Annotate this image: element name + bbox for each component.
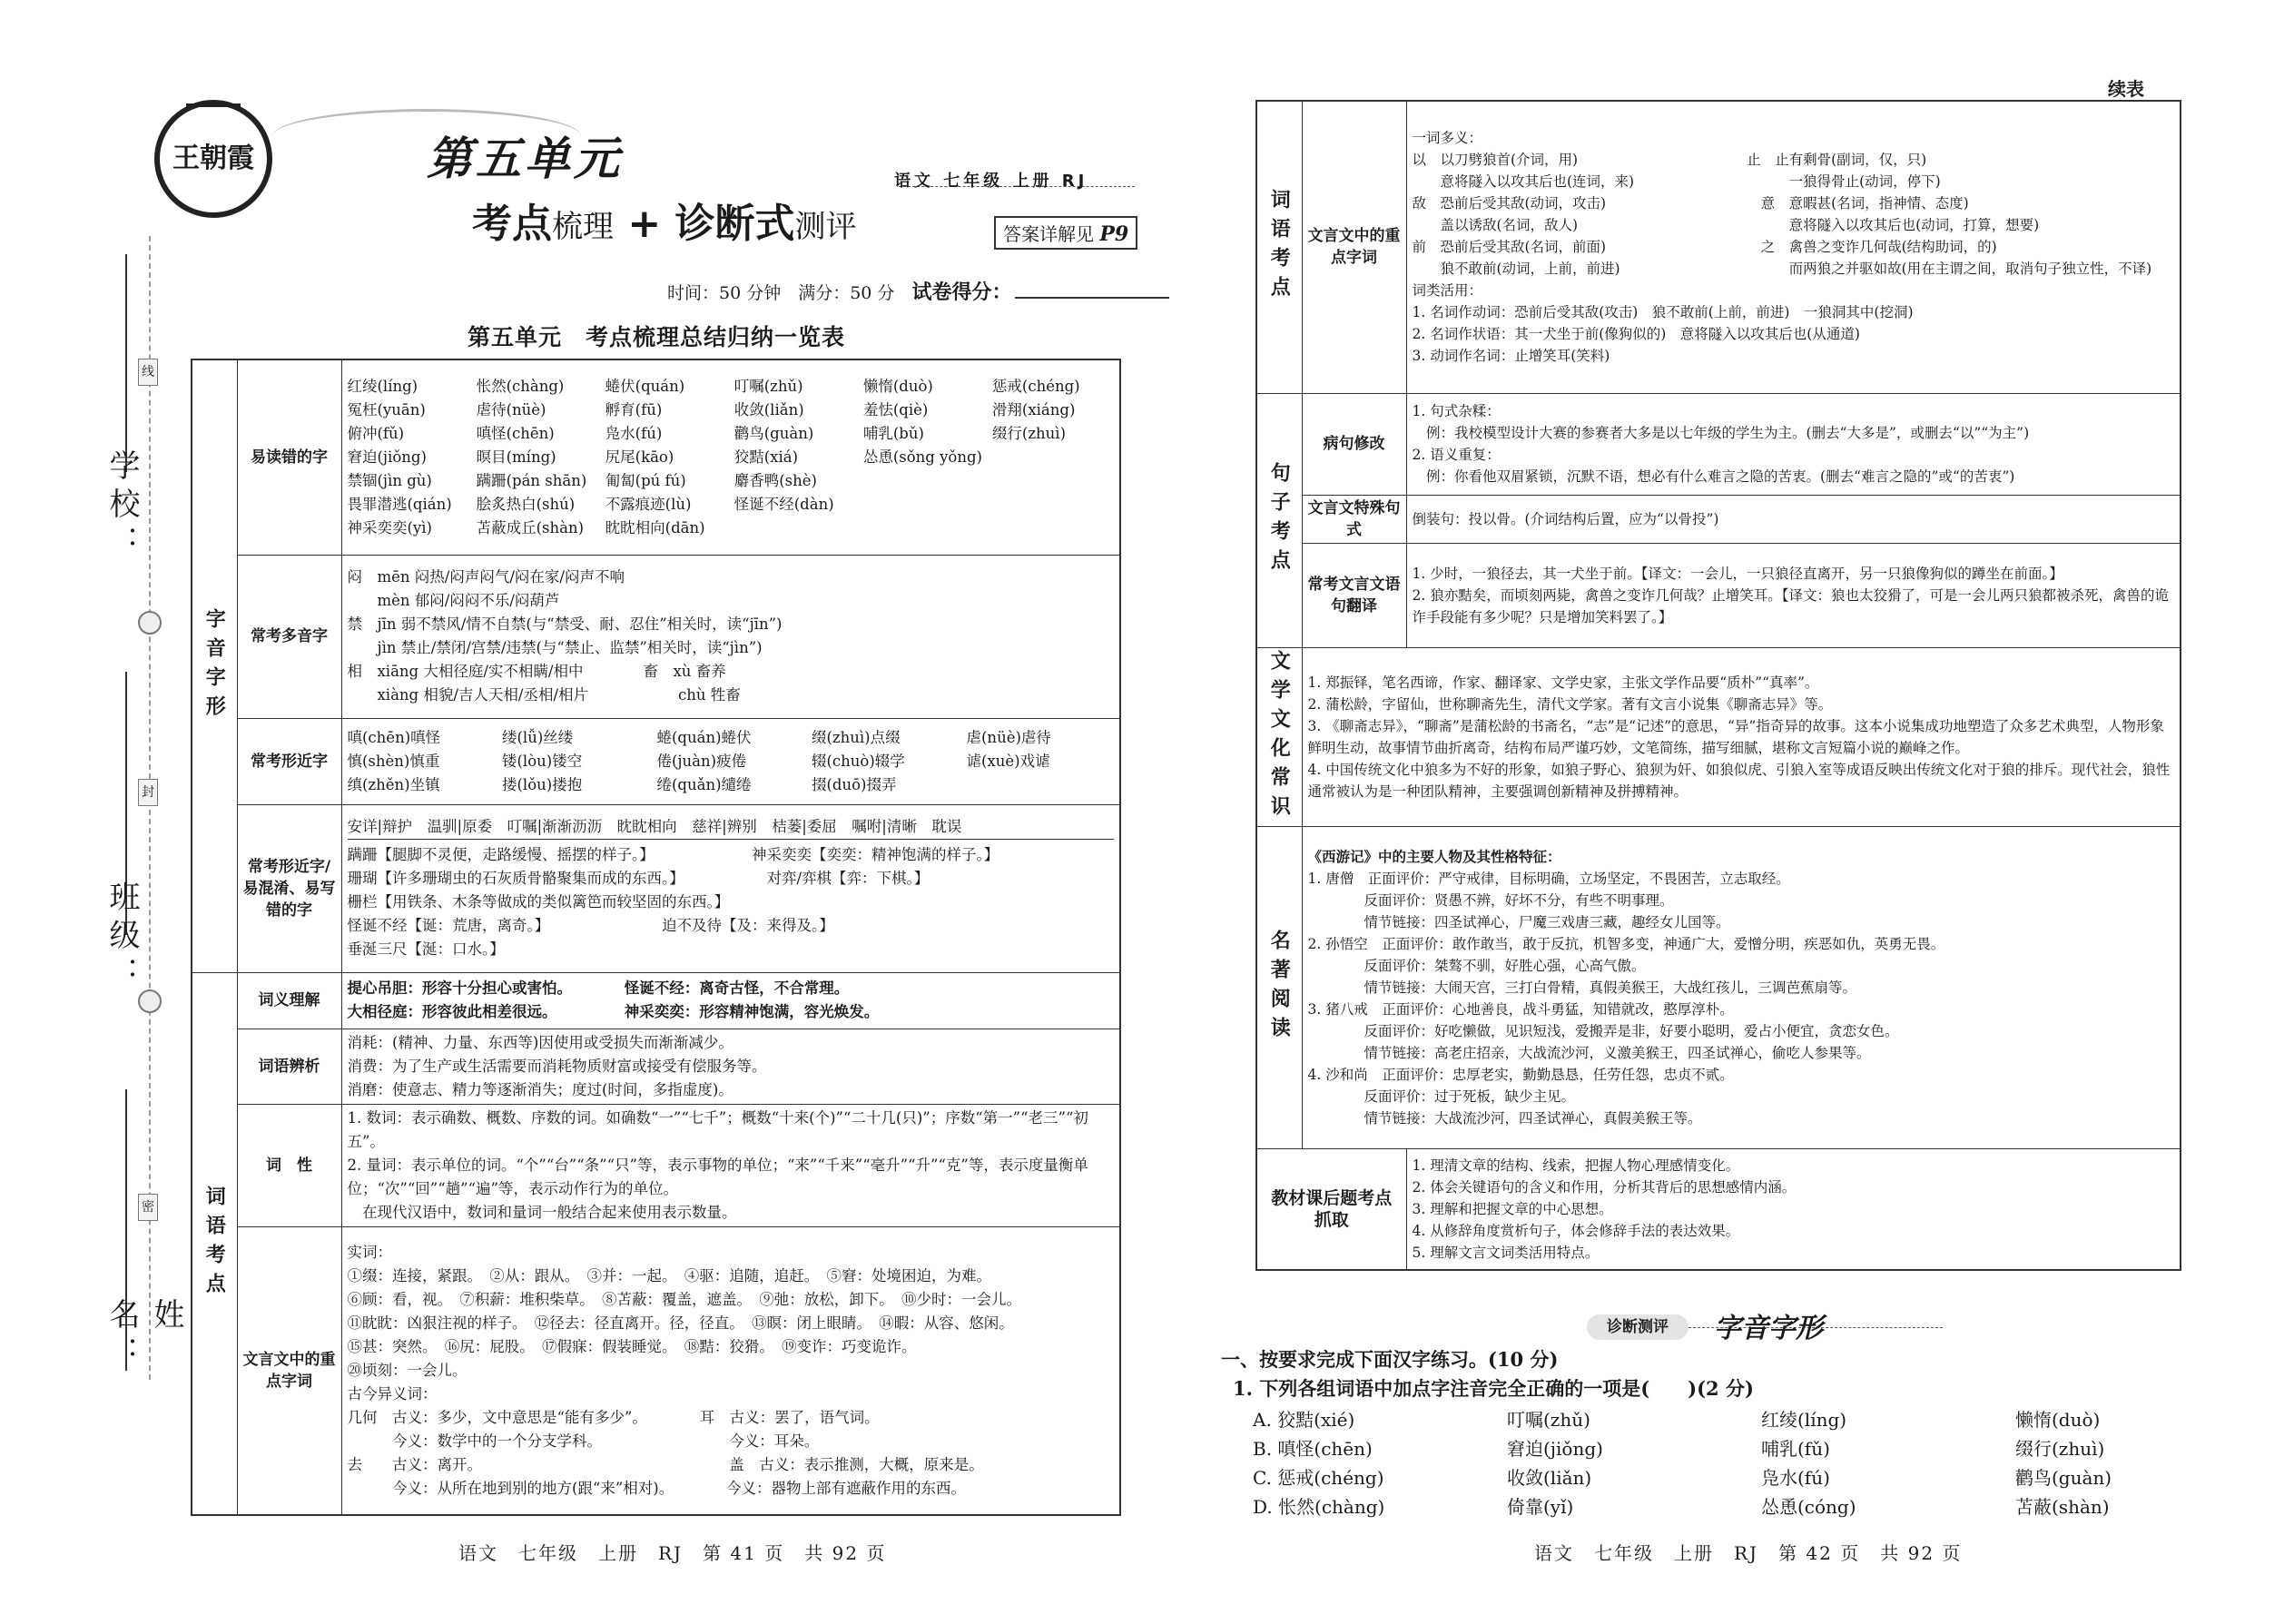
text-line: 意将隧入以攻其后也(连词，来) 一狼得骨止(动词，停下) <box>1412 173 1941 191</box>
text-line: 消耗：(精神、力量、东西等)因使用或受损失而渐渐减少。 <box>347 1033 733 1051</box>
grid-item: 匍匐(pú fú) <box>605 471 686 489</box>
grid-item: 虐待(nüè) <box>476 400 546 418</box>
grid-item <box>992 469 1114 493</box>
text-line: 实词： <box>347 1243 392 1261</box>
grid-item: 嗔怪(chēn) <box>476 424 555 442</box>
diag-badge: 诊断测评 <box>1587 1314 1689 1340</box>
character-list <box>1308 868 2175 1129</box>
text-line: 1. 数词：表示确数、概数、序数的词。如确数“一”“七千”；概数“十来(个)”“二十几(只)”；序数“第一”“老三”“初五”。 <box>347 1108 1088 1150</box>
row-content <box>1406 101 2181 393</box>
text-line: mèn 郁闷/闷闷不乐/闷葫芦 <box>347 592 560 609</box>
text-line: 古今异义词： <box>347 1384 438 1403</box>
option-word: 红绫(líng) <box>1761 1409 1847 1431</box>
text-line: 情节链接：大闹天宫，三打白骨精，真假美猴王，大战红孩儿，三调芭蕉扇等。 <box>1307 979 1857 996</box>
grid-item: 嗔(chēn)嗔怪 <box>347 728 441 746</box>
row-label: 文言文中的重点字词 <box>237 1226 341 1515</box>
grid-item: 冤枉(yuān) <box>347 400 426 418</box>
text-line: ⑥顾：看，视。 ⑦积薪：堆积柴草。 ⑧苫蔽：覆盖，遮盖。 ⑨弛：放松，卸下。 ⑩少时：一会儿。 <box>347 1290 1021 1308</box>
row-label: 常考形近字 <box>237 718 341 804</box>
grid-item: 蜷伏(quán) <box>605 377 685 395</box>
text-line: 2. 体会关键语句的含义和作用，分析其背后的思想感情内涵。 <box>1412 1178 1797 1196</box>
text-line: 大相径庭：形容彼此相差很远。 神采奕奕：形容精神饱满，容光焕发。 <box>347 1003 880 1020</box>
grid-item: 辍(chuò)辍学 <box>812 752 905 770</box>
text-line: ⑮甚：突然。 ⑯尻：屁股。 ⑰假寐：假装睡觉。 ⑱黠：狡猾。 ⑲变诈：巧变诡诈。 <box>347 1337 917 1355</box>
text-line: 闷 mēn 闷热/闷声闷气/闷在家/闷声不响 <box>347 568 625 586</box>
text-line: 反面评价：好吃懒做，见识短浅，爱搬弄是非，好要小聪明，爱占小便宜，贪恋女色。 <box>1307 1022 1899 1039</box>
grid-item: 镂(lòu)镂空 <box>502 752 583 770</box>
grid-item: 慎(shèn)慎重 <box>347 752 440 770</box>
grid-item: 麝香鸭(shè) <box>733 471 817 489</box>
option-row[interactable] <box>1253 1492 2124 1521</box>
grid-item: 神采奕奕(yì) <box>347 518 432 536</box>
class-label: 班级： <box>103 881 140 995</box>
text-line: 垂涎三尺【涎：口水。】 <box>347 940 505 958</box>
literature-list <box>1308 672 2175 802</box>
text-line: 去 古义：离开。 盖 古义：表示推测，大概，原来是。 <box>347 1455 984 1473</box>
grid-item: 禁锢(jìn gù) <box>347 471 432 489</box>
table-title: 第五单元 考点梳理总结归纳一览表 <box>468 324 846 350</box>
text-line: 4. 从修辞角度赏析句子，体会修辞手法的表达效果。 <box>1412 1222 1740 1239</box>
row-content <box>341 1029 1120 1104</box>
text-line: 以 以刀劈狼首(介词，用) 止 止有剩骨(副词，仅，只) <box>1412 152 1927 169</box>
grid-item: 缕(lǚ)丝缕 <box>502 728 574 746</box>
grid-item: 搂(lǒu)搂抱 <box>502 775 583 793</box>
classical-word-list <box>348 1241 1115 1501</box>
text-line: 3. 动词作名词：止增笑耳(笑料) <box>1412 348 1610 365</box>
option-word: 懒惰(duò) <box>2015 1409 2101 1431</box>
text-line: ⑪眈眈：凶狠注视的样子。 ⑫径去：径直离开。径，径直。 ⑬瞑：闭上眼睛。 ⑭暇：从容、悠闲。 <box>347 1314 1014 1332</box>
option-word: 凫水(fú) <box>1761 1467 1830 1489</box>
binding-line <box>125 254 127 472</box>
text-line: 1. 句式杂糅： <box>1412 403 1501 419</box>
option-word: 苫蔽(shàn) <box>2015 1496 2110 1518</box>
grid-item: 谑(xuè)戏谑 <box>966 752 1050 770</box>
row-content <box>341 804 1120 972</box>
grid-item: 苫蔽成丘(shàn) <box>476 518 585 536</box>
grid-item <box>992 517 1114 540</box>
option-row[interactable] <box>1253 1405 2124 1434</box>
text-line: 4. 中国传统文化中狼多为不好的形象，如狼子野心、狼狈为奸、如狼似虎、引狼入室等成语反映出传统文化对于狼的排斥。现代社会，狼性通常被认为是一种团队精神，主要强调创新精神及拼搏精神。 <box>1307 761 2171 800</box>
text-line: xiàng 相貌/吉人天相/丞相/相片 chù 牲畜 <box>347 686 741 704</box>
row-label: 教材课后题考点抓取 <box>1256 1148 1406 1270</box>
text-line: 3. 猪八戒 正面评价：心地善良，战斗勇猛，知错就改，憨厚淳朴。 <box>1307 1000 1734 1018</box>
confusable-words: 安详|辩护 温驯|原委 叮嘱|渐渐沥沥 眈眈相向 慈祥|辨别 桔蒌|委屈 嘱咐|清晰 耽误 <box>348 815 1115 840</box>
distinction-list <box>348 1031 1115 1102</box>
row-label: 常考形近字/易混淆、易写错的字 <box>237 804 341 972</box>
text-line: 2. 孙悟空 正面评价：敢作敢当，敢于反抗，机智多变，神通广大，爱憎分明，疾恶如仇，英勇无畏。 <box>1307 935 1945 952</box>
row-label: 易读错的字 <box>237 359 341 555</box>
text-line: 情节链接：四圣试禅心，尸魔三戏唐三藏，趣经女儿国等。 <box>1307 913 1730 930</box>
row-content <box>341 972 1120 1029</box>
row-content <box>341 359 1120 555</box>
grid-item <box>992 446 1114 469</box>
row-label: 词 性 <box>237 1104 341 1226</box>
binding-hole <box>138 611 162 635</box>
category-cell: 文学文化常识 <box>1256 647 1302 826</box>
row-content <box>341 555 1120 718</box>
option-word: D. 怅然(chàng) <box>1253 1496 1385 1518</box>
text-line: 例：你看他双眉紧锁，沉默不语，想必有什么难言之隐的苦衷。(删去“难言之隐的”或“的苦衷”) <box>1412 468 2015 485</box>
grid-item: 掇(duō)掇弄 <box>812 775 897 793</box>
row-label: 词语辨析 <box>237 1029 341 1104</box>
row-label: 常考文言文语句翻译 <box>1302 543 1406 647</box>
grid-item: 怂恿(sǒng yǒng) <box>862 448 982 466</box>
page-footer-right: 语文 七年级 上册 RJ 第 42 页 共 92 页 <box>1534 1542 1963 1564</box>
continued-label: 续表 <box>2108 78 2144 100</box>
grid-item: 缜(zhěn)坐镇 <box>347 775 440 793</box>
text-line: 狼不敢前(动词，上前，前进) 而两狼之并驱如故(用在主谓之间，取消句子独立性，不译) <box>1412 261 2152 278</box>
score-blank[interactable] <box>1015 297 1169 299</box>
row-content <box>341 1104 1120 1226</box>
text-line: 盖以诱敌(名词，敌人) 意将隧入以攻其后也(动词，打算，想要) <box>1412 217 2040 234</box>
classic-title: 《西游记》中的主要人物及其性格特征： <box>1307 847 1561 865</box>
text-line: 情节链接：大战流沙河，四圣试禅心，真假美猴王等。 <box>1307 1109 1702 1127</box>
grid-item: 虐(nüè)虐待 <box>966 728 1051 746</box>
category-cell: 词语考点 <box>192 972 237 1515</box>
grid-item: 叮嘱(zhǔ) <box>733 377 803 395</box>
text-line: 反面评价：贤愚不辨，好坏不分，有些不明事理。 <box>1307 891 1674 909</box>
grid-item <box>992 493 1114 517</box>
grid-item: 滑翔(xiáng) <box>991 400 1076 418</box>
grid-item: 鹳鸟(guàn) <box>733 424 814 442</box>
answer-ref: 答案详解见 P9 <box>994 216 1137 250</box>
row-label: 常考多音字 <box>237 555 341 718</box>
unit-title: 第五单元 <box>427 133 623 185</box>
subject-meta: 语文 七年级 上册 RJ <box>894 172 1088 191</box>
text-line: 2. 狼亦黠矣，而顷刻两毙，禽兽之变诈几何哉？止增笑耳。【译文：狼也太狡猾了，可是一会儿两只狼都被杀死，禽兽的诡诈手段能有多少呢？只是增加笑料罢了。】 <box>1412 586 2169 625</box>
text-line: 消费：为了生产或生活需要而消耗物质财富或接受有偿服务等。 <box>347 1057 767 1075</box>
category-cell: 词语考点 <box>1256 101 1302 393</box>
text-line: 2. 蒲松龄，字留仙，世称聊斋先生，清代文学家。著有文言小说集《聊斋志异》等。 <box>1307 695 1833 713</box>
row-content: 倒装句：投以骨。(介词结构后置，应为“以骨投”) <box>1406 495 2181 543</box>
grid-item: 羞怯(qiè) <box>862 400 929 418</box>
confusable-notes <box>348 843 1115 961</box>
row-content <box>1406 543 2181 647</box>
category-cell: 名著阅读 <box>1256 826 1302 1148</box>
grid-item: 红绫(líng) <box>347 377 418 395</box>
text-line: 一词多义： <box>1412 130 1483 147</box>
name-label: 姓名： <box>103 1298 184 1374</box>
grid-item: 蜷(quán)蜷伏 <box>656 728 752 746</box>
grid-item: 窘迫(jiǒng) <box>347 448 427 466</box>
grid-item <box>734 517 856 540</box>
text-line: 1. 理清文章的结构、线索，把握人物心理感情变化。 <box>1412 1156 1740 1174</box>
grid-item: 蹒跚(pán shān) <box>476 471 587 489</box>
grid-item: 凫水(fú) <box>605 424 663 442</box>
row-content <box>1406 393 2181 495</box>
text-line: 1. 名词作动词：恐前后受其敌(攻击) 狼不敢前(上前，前进) 一狼洞其中(挖洞) <box>1412 304 1914 321</box>
answer-options <box>1253 1405 2124 1521</box>
sentence-fix-list <box>1413 400 2175 487</box>
time-score-line: 时间：50 分钟 满分：50 分 试卷得分： <box>667 277 1169 305</box>
grid-item: 哺乳(bǔ) <box>862 424 924 442</box>
text-line: 栅栏【用铁条、木条等做成的类似篱笆而较坚固的东西。】 <box>347 893 730 910</box>
grid-item: 暝目(míng) <box>476 448 556 466</box>
text-line: 2. 量词：表示单位的词。“个”“台”“条”“只”等，表示事物的单位；“来”“千来”“毫升”“升”“克”等，表示度量衡单位；“次”“回”“趟”“遍”等，表示动作行为的单位。 <box>347 1156 1088 1197</box>
text-line: 2. 名词作状语：其一犬坐于前(像狗似的) 意将隧入以攻其后也(从通道) <box>1412 326 1860 343</box>
text-line: 消磨：使意志、精力等逐渐消失；度过(时间，多指虚度)。 <box>347 1080 733 1098</box>
row-content <box>341 718 1120 804</box>
similar-char-grid <box>348 726 1115 797</box>
brand-logo: 王朝霞 <box>154 100 272 218</box>
text-line: 相 xiāng 大相径庭/实不相瞒/相中 畜 xù 畜养 <box>347 663 726 680</box>
grid-item: 眈眈相向(dān) <box>605 518 705 536</box>
option-word: 鹳鸟(guàn) <box>2015 1467 2112 1489</box>
text-line: 3. 《聊斋志异》，“聊斋”是蒲松龄的书斋名，“志”是“记述”的意思，“异”指奇异的故事。这本小说集成功地塑造了众多艺术典型，人物形象鲜明生动，故事情节曲折离奇，结构布局严谨巧妙，文笔简练，描写细腻，堪称文言短篇小说的巅峰之作。 <box>1307 717 2164 756</box>
page-footer-left: 语文 七年级 上册 RJ 第 41 页 共 92 页 <box>458 1542 887 1564</box>
row-content <box>1302 826 2181 1148</box>
text-line: jìn 禁止/禁闭/宫禁/违禁(与“禁止、监禁”相关时，读“jìn”) <box>347 639 763 656</box>
textbook-points-list <box>1413 1155 2175 1264</box>
grid-item <box>863 517 985 540</box>
text-line: 1. 郑振铎，笔名西谛，作家、翻译家、文学史家，主张文学作品要“质朴”“真率”。 <box>1307 674 1819 691</box>
binding-tag: 封 <box>138 779 158 806</box>
text-line: 今义：从所在地到别的地方(跟“来”相对)。 今义：器物上部有遮蔽作用的东西。 <box>347 1479 966 1497</box>
option-word: 缀行(zhuì) <box>2015 1438 2105 1460</box>
text-line: 1. 唐僧 正面评价：严守戒律，目标明确，立场坚定，不畏困苦，立志取经。 <box>1307 870 1790 887</box>
row-content <box>1406 1148 2181 1270</box>
diag-title: 字音字形 <box>1714 1313 1823 1344</box>
grid-item: 俯冲(fǔ) <box>347 424 405 442</box>
grid-item <box>863 469 985 493</box>
option-word: 收敛(liǎn) <box>1507 1467 1592 1489</box>
question-section: 一、按要求完成下面汉字练习。(10 分) <box>1221 1348 1559 1371</box>
row-label: 病句修改 <box>1302 393 1406 495</box>
grid-item: 孵育(fū) <box>605 400 663 418</box>
row-label: 文言文特殊句式 <box>1302 495 1406 543</box>
text-line: 怪诞不经【诞：荒唐，离奇。】 迫不及待【及：来得及。】 <box>347 917 834 934</box>
binding-tag: 密 <box>138 1194 158 1221</box>
option-word: A. 狡黠(xié) <box>1253 1409 1355 1431</box>
option-row[interactable] <box>1253 1463 2124 1492</box>
grid-item: 收敛(liǎn) <box>733 400 804 418</box>
grid-item: 脍炙热白(shú) <box>476 495 576 513</box>
row-content <box>341 1226 1120 1515</box>
text-line: 5. 理解文言文词类活用特点。 <box>1412 1244 1600 1261</box>
text-line: 禁 jīn 弱不禁风/情不自禁(与“禁受、耐、忍住”相关时，读“jīn”) <box>347 615 783 633</box>
grid-item: 缀行(zhuì) <box>991 424 1067 442</box>
polyphone-list <box>348 566 1115 707</box>
text-line: 几何 古义：多少，文中意思是“能有多少”。 耳 古义：罢了，语气词。 <box>347 1408 880 1426</box>
grid-item: 畏罪潜逃(qián) <box>347 495 452 513</box>
school-label: 学校： <box>103 449 140 564</box>
left-summary-table <box>191 359 1121 1516</box>
text-line: 例：我校模型设计大赛的参赛者大多是以七年级的学生为主。(删去“大多是”，或删去“以”“为主”) <box>1412 425 2030 441</box>
category-cell: 句子考点 <box>1256 393 1302 647</box>
diag-header <box>1587 1311 1859 1343</box>
text-line: 提心吊胆：形容十分担心或害怕。 怪诞不经：离奇古怪，不合常理。 <box>347 979 850 997</box>
part-of-speech-list <box>348 1107 1115 1225</box>
row-label: 文言文中的重点字词 <box>1302 101 1406 393</box>
grid-item: 狡黠(xiá) <box>733 448 799 466</box>
binding-hole <box>138 989 162 1013</box>
row-label: 词义理解 <box>237 972 341 1029</box>
binding-strip <box>36 236 182 1380</box>
text-line: 前 恐前后受其敌(名词，前面) 之 禽兽之变诈几何哉(结构助词，的) <box>1412 239 1997 256</box>
text-line: ①缀：连接，紧跟。 ②从：跟从。 ③并：一起。 ④驱：追随，追赶。 ⑤窘：处境困迫，为难。 <box>347 1266 991 1284</box>
grid-item <box>967 773 1115 797</box>
text-line: 3. 理解和把握文章的中心思想。 <box>1412 1200 1613 1217</box>
polysemy-list <box>1413 127 2175 367</box>
text-line: 反面评价：过于死板，缺少主见。 <box>1307 1088 1576 1105</box>
binding-tag: 线 <box>138 359 158 386</box>
option-word: 哺乳(fǔ) <box>1761 1438 1830 1460</box>
option-word: 怂恿(cóng) <box>1761 1496 1856 1518</box>
option-word: 窘迫(jiǒng) <box>1507 1438 1603 1460</box>
option-word: C. 惩戒(chéng) <box>1253 1467 1384 1489</box>
text-line: 2. 语义重复： <box>1412 447 1501 463</box>
grid-item: 缀(zhuì)点缀 <box>812 728 901 746</box>
right-summary-table <box>1255 100 2181 1271</box>
text-line: 反面评价：桀骜不驯，好胜心强，心高气傲。 <box>1307 957 1646 974</box>
text-line: 敌 恐前后受其敌(动词，攻击) 意 意暇甚(名词，指神情、态度) <box>1412 195 1969 212</box>
text-line: 珊瑚【许多珊瑚虫的石灰质骨骼聚集而成的东西。】 对弈/弈棋【弈：下棋。】 <box>347 870 930 887</box>
option-word: 叮嘱(zhǔ) <box>1507 1409 1590 1431</box>
option-word: B. 嗔怪(chēn) <box>1253 1438 1373 1460</box>
meaning-list <box>348 977 1115 1024</box>
text-line: 今义：数学中的一个分支学科。 今义：耳朵。 <box>347 1432 820 1450</box>
option-row[interactable] <box>1253 1434 2124 1463</box>
pinyin-grid <box>348 375 1115 540</box>
text-line: 词类活用： <box>1412 282 1483 300</box>
grid-item: 懒惰(duò) <box>862 377 933 395</box>
text-line: 情节链接：高老庄招亲，大战流沙河，义激美猴王，四圣试禅心，偷吃人参果等。 <box>1307 1044 1871 1061</box>
grid-item: 尻尾(kāo) <box>605 448 674 466</box>
translation-list <box>1413 563 2175 628</box>
option-word: 倚靠(yǐ) <box>1507 1496 1574 1518</box>
grid-item <box>863 493 985 517</box>
text-line: 1. 少时，一狼径去，其一犬坐于前。【译文：一会儿，一只狼径直离开，另一只狼像狗似的蹲坐在前面。】 <box>1412 565 2063 582</box>
row-content <box>1302 647 2181 826</box>
grid-item: 惩戒(chéng) <box>991 377 1080 395</box>
grid-item: 怪诞不经(dàn) <box>733 495 834 513</box>
grid-item: 倦(juàn)疲倦 <box>656 752 747 770</box>
text-line: 蹒跚【腿脚不灵便，走路缓慢、摇摆的样子。】 神采奕奕【奕奕：精神饱满的样子。】 <box>347 846 999 863</box>
grid-item: 不露痕迹(lù) <box>605 495 692 513</box>
text-line: ⑳顷刻：一会儿。 <box>347 1361 468 1379</box>
grid-item: 绻(quǎn)缱绻 <box>656 775 752 793</box>
question-1: 1. 下列各组词语中加点字注音完全正确的一项是( )(2 分) <box>1233 1377 1754 1400</box>
text-line: 在现代汉语中，数词和量词一般结合起来使用表示数量。 <box>347 1203 737 1221</box>
grid-item: 怅然(chàng) <box>476 377 565 395</box>
text-line: 4. 沙和尚 正面评价：忠厚老实，勤勤恳恳，任劳任怨，忠贞不贰。 <box>1307 1066 1734 1083</box>
category-cell: 字音字形 <box>192 359 237 972</box>
page-subtitle: 考点梳理 + 诊断式测评 <box>472 201 857 247</box>
